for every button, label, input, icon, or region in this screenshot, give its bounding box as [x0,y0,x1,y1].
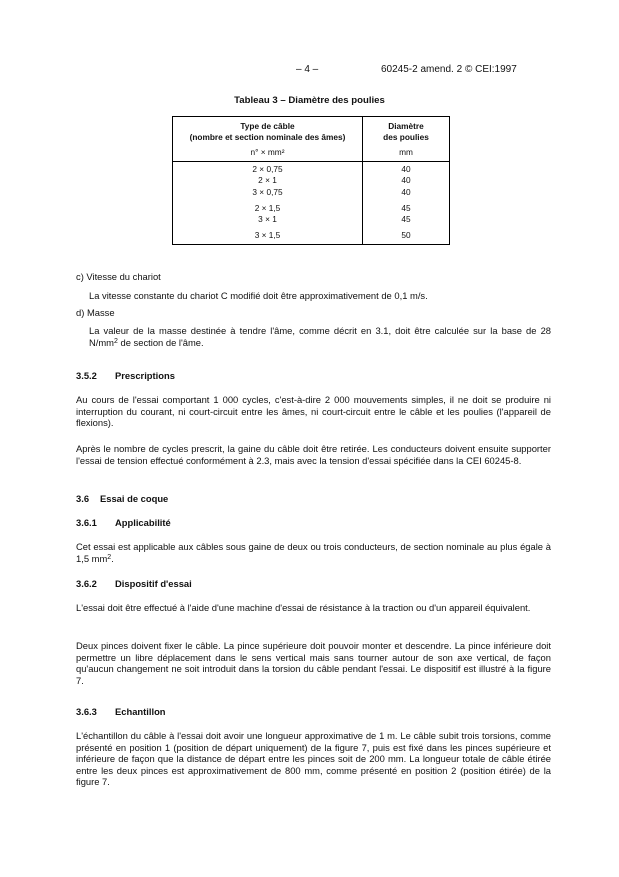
table-title: Tableau 3 – Diamètre des poulies [234,95,385,106]
page-number: – 4 – [296,64,319,75]
col-header-diameter: Diamètre des poulies mm [363,117,450,162]
table-row: 3 × 1,5 50 [173,225,450,244]
section-3-5-2-heading: 3.5.2 Prescriptions [76,370,175,381]
section-3-6-1-heading: 3.6.1 Applicabilité [76,517,171,528]
item-c-label: c) Vitesse du chariot [76,271,161,282]
paragraph: Deux pinces doivent fixer le câble. La pince supérieure doit pouvoir monter et descendre. La pince inférieure doit permettre un libre déplacement dans le sens vertical mais sans tourner autour de son axe vertical, de façon qu'aucun changement ne soit introduit dans la torsion du câble pendant l'essai. Le dispositif est illustré à la figure 7. [76,640,551,686]
paragraph: Après le nombre de cycles prescrit, la gaine du câble doit être retirée. Les conducteurs doivent ensuite supporter l'essai de tension effectué conformément à 2.3, mais avec la tension d'essai spécifiée dans la CEI 60245-8. [76,443,551,466]
document-reference: 60245-2 amend. 2 © CEI:1997 [381,64,517,75]
item-d-label: d) Masse [76,307,115,318]
table-header-row [173,117,450,162]
section-3-6-2-heading: 3.6.2 Dispositif d'essai [76,578,192,589]
section-3-6-heading: 3.6 Essai de coque [76,493,169,504]
paragraph: Au cours de l'essai comportant 1 000 cycles, c'est-à-dire 2 000 mouvements simples, il ne doit se produire ni interruption du courant, ni court-circuit entre les âmes, ni court-circuit entre le câble et les poulies (l'appareil de flexions). [76,394,551,429]
paragraph: L'échantillon du câble à l'essai doit avoir une longueur approximative de 1 m. Le câble subit trois torsions, comme présenté en position 1 (position de départ uniquement) de la figure 7, puis est fixé dans les pinces supérieure et inférieure de façon que la distance de départ entre les pinces soit de 200 mm. La longueur totale de câble étirée entre les deux pinces est approximativement de 800 mm, comme présenté en position 2 (position étirée) de la figure 7. [76,730,551,788]
table-row: 2 × 0,75 2 × 1 3 × 0,75 40 40 40 [173,162,450,198]
table-row: 2 × 1,5 3 × 1 45 45 [173,198,450,226]
pulley-diameter-table [172,116,450,245]
item-d-text: La valeur de la masse destinée à tendre l'âme, comme décrit en 3.1, doit être calculée sur la base de 28 $N/mm^2$ de section de l'âme. [89,325,551,348]
section-3-6-3-heading: 3.6.3 Echantillon [76,706,166,717]
col-header-cable-type: Type de câble (nombre et section nominale des âmes) n° × mm² [173,117,363,162]
paragraph: L'essai doit être effectué à l'aide d'une machine d'essai de résistance à la traction ou d'un appareil équivalent. [76,602,531,613]
paragraph: Cet essai est applicable aux câbles sous gaine de deux ou trois conducteurs, de section nominale au plus égale à 1,5 $mm^2$. [76,541,551,564]
item-c-text: La vitesse constante du chariot C modifié doit être approximativement de 0,1 m/s. [89,290,428,301]
